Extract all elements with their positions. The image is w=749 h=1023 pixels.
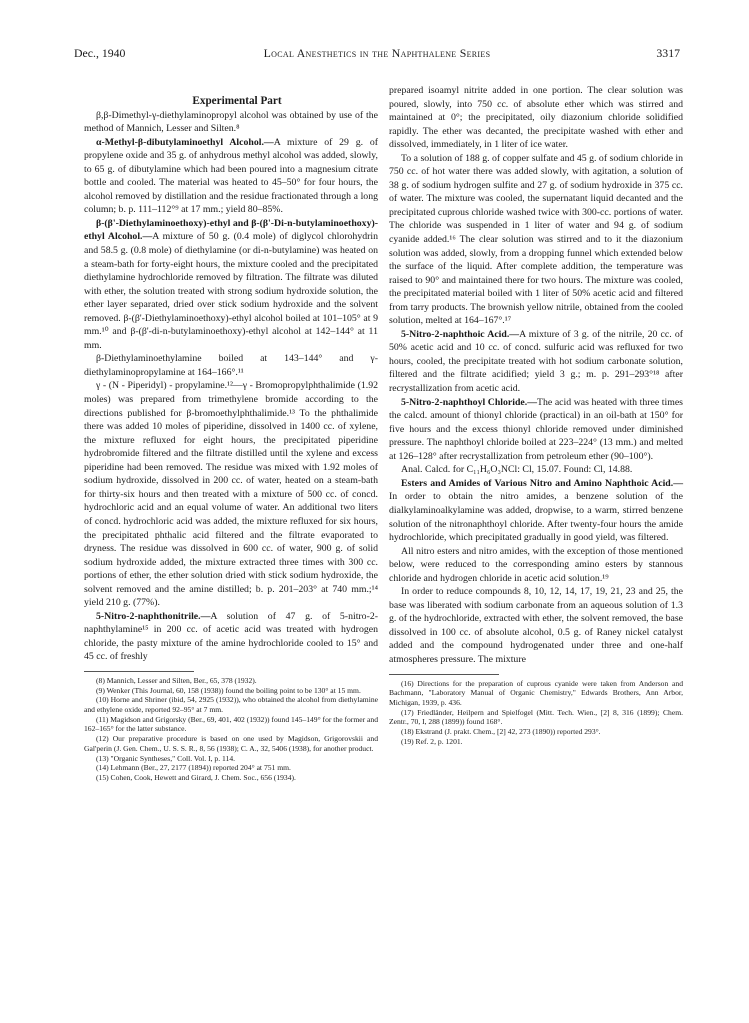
footnote-divider <box>84 671 194 672</box>
footnote: (16) Directions for the preparation of cuprous cyanide were taken from Anderson and Bachmann, "Laboratory Manual of Organic Chemistry," Edwards Brothers, Ann Arbor, Michigan, 1939, p. 436. <box>389 678 683 707</box>
footnote: (12) Our preparative procedure is based on one used by Magidson, Grigorovskii and Gal'perin (J. Gen. Chem., U. S. S. R., 8, 56 (1938); C. A., 32, 5406 (1938), for another product. <box>84 734 378 753</box>
paragraph: γ - (N - Piperidyl) - propylamine.¹²—γ - Bromopropylphthalimide (1.92 moles) was prepared from trimethylene bromide according to the directions published for β-bromoethylphthalimide.¹³ To the phthalimide there was added 10 moles of piperidine, dissolved in 1400 cc. of xylene, the mixture refluxed for eight hours, the precipitated piperidine hydrobromide filtered and the filtrate distilled until the xylene and excess piperidine had been removed. The residue was mixed with 1.92 moles of sodium hydroxide, dissolved in 200 cc. of water, heated on a steam-bath for thirty-six hours and then treated with a mixture of 500 cc. of concd. hydrochloric acid and an equal volume of water. An additional two liters of concd. hydrochloric acid was added, the mixture refluxed for six hours, the precipitated phthalic acid filtered and the filtrate evaporated to dryness. The residue was dissolved in 600 cc. of water, 900 g. of solid sodium hydroxide added, the mixture extracted three times with 300 cc. portions of ether, the ether solution dried with stick sodium hydroxide, the solvent removed and the amine distilled; b. p. 201–203° at 740 mm.;¹⁴ yield 210 g. (77%). <box>84 380 378 609</box>
run-in-heading: α-Methyl-β-dibutylaminoethyl Alcohol.— <box>96 136 274 148</box>
paragraph: β-(β'-Diethylaminoethoxy)-ethyl and β-(β'-Di-n-butylaminoethoxy)-ethyl Alcohol.—A mixture of 50 g. (0.4 mole) of diglycol chlorohydrin and 58.5 g. (0.8 mole) of diethylamine (or di-n-butylamine) was heated on a steam-bath for forty-eight hours, the mixture cooled and the precipitated diethylamine hydrochloride removed by filtration. The filtrate was diluted with ether, the solution treated with strong sodium hydroxide solution, the ether layer separated, dried over stick sodium hydroxide and the solvent removed. β-(β'-Diethylaminoethoxy)-ethyl alcohol boiled at 101–105° at 9 mm.¹⁰ and β-(β'-di-n-butylaminoethoxy)-ethyl alcohol at 142–144° at 11 mm. <box>84 217 378 351</box>
left-column <box>84 95 378 783</box>
paragraph: Esters and Amides of Various Nitro and Amino Naphthoic Acid.—In order to obtain the nitro amides, a benzene solution of the dialkylaminoalkylamine was added, dropwise, to a warm, stirred benzene solution of the nitronaphthoyl chloride. After twenty-four hours the amide hydrochloride, which precipitated gradually in good yield, was filtered. <box>389 477 683 544</box>
footnote: (8) Mannich, Lesser and Silten, Ber., 65, 378 (1932). <box>96 675 257 685</box>
run-in-heading: Esters and Amides of Various Nitro and Amino Naphthoic Acid.— <box>401 477 683 489</box>
run-in-heading: 5-Nitro-2-naphthoyl Chloride.— <box>401 396 538 408</box>
paragraph: All nitro esters and nitro amides, with the exception of those mentioned below, were reduced to the corresponding amino esters by stannous chloride and hydrogen chloride in acetic acid solution.¹⁹ <box>389 545 683 584</box>
footnote: (10) Horne and Shriner (ibid, 54, 2925 (1932)), who obtained the alcohol from diethylamine and ethylene oxide, reported 92–95° at 7 mm. <box>84 695 378 715</box>
footnote: (17) Friedländer, Heilpern and Spielfogel (Mitt. Tech. Wien., [2] 8, 316 (1899); Chem. Zentr., 70, I, 288 (1899)) found 168°. <box>389 707 683 727</box>
section-title: Experimental Part <box>192 95 282 107</box>
paragraph: 5-Nitro-2-naphthoic Acid.—A mixture of 3 g. of the nitrile, 20 cc. of 50% acetic acid and 10 cc. of concd. sulfuric acid was refluxed for two hours, cooled, the precipitate treated with hot sodium carbonate solution, filtered and the filtrate acidified; yield 3 g.; m. p. 291–293°¹⁸ after recrystallization from acetic acid. <box>389 328 684 395</box>
paragraph: β,β-Dimethyl-γ-diethylaminopropyl alcohol was obtained by use of the method of Mannich, Lesser and Silten.⁸ <box>84 109 378 135</box>
page-number: 3317 <box>656 46 680 60</box>
right-column <box>389 84 683 746</box>
footnote: (11) Magidson and Grigorsky (Ber., 69, 401, 402 (1932)) found 145–149° for the former and 162–165° for the latter substance. <box>84 714 378 734</box>
running-header <box>74 46 680 64</box>
paragraph: Anal. Calcd. for C₁₁H₆O₃NCl: Cl, 15.07. Found: Cl, 14.88. <box>401 464 633 476</box>
run-in-heading: 5-Nitro-2-naphthonitrile.— <box>96 610 211 622</box>
paragraph: β-Diethylaminoethylamine boiled at 143–144° and γ-diethylaminopropylamine at 164–166°.¹¹ <box>84 353 378 378</box>
paragraph: prepared isoamyl nitrite added in one portion. The clear solution was poured, slowly, into 750 cc. of absolute ether which was stirred and maintained at 0°; the precipitated, oily diazonium chloride solidified rapidly. The ether was decanted, the precipitate washed with ether and dissolved, immediately, in 1 liter of ice water. <box>389 85 683 151</box>
footnote: (18) Ekstrand (J. prakt. Chem., [2] 42, 273 (1890)) reported 293°. <box>401 727 601 737</box>
footnote-divider <box>389 674 499 675</box>
header-title: Local Anesthetics in the Naphthalene Series <box>263 46 491 60</box>
paragraph: In order to reduce compounds 8, 10, 12, 14, 17, 19, 21, 23 and 25, the base was liberated with sodium carbonate from an aqueous solution of 1.3 g. of the hydrochloride, extracted with ether, the solvent removed, the base dissolved in 100 cc. of absolute alcohol, 0.5 g. of Raney nickel catalyst added and the compound hydrogenated under three and one-half atmospheres pressure. The mixture <box>389 586 683 665</box>
paragraph: To a solution of 188 g. of copper sulfate and 45 g. of sodium chloride in 750 cc. of hot water there was added slowly, with agitation, a solution of 38 g. of sodium hydrogen sulfite and 27 g. of sodium hydroxide in 375 cc. of water. The mixture was cooled, the supernatant liquid decanted and the precipitated cuprous chloride washed twice with 300-cc. portions of water. The chloride was suspended in 1 liter of water and 94 g. of sodium cyanide added.¹⁶ The clear solution was stirred and to it the diazonium solution was added, slowly, from a dropping funnel which extended below the surface of the liquid. After complete addition, the temperature was raised to 90° and maintained there for two hours. The mixture was cooled, the precipitated material boiled with 1 liter of 50% acetic acid and filtered from tarry products. The brownish yellow nitrile, obtained from the cooled solution, melted at 164–167°.¹⁷ <box>389 152 684 327</box>
footnote: (15) Cohen, Cook, Hewett and Girard, J. Chem. Soc., 656 (1934). <box>96 773 296 782</box>
run-in-heading: 5-Nitro-2-naphthoic Acid.— <box>401 328 520 340</box>
paragraph: 5-Nitro-2-naphthoyl Chloride.—The acid was heated with three times the calcd. amount of thionyl chloride (practical) in an oil-bath at 150° for five hours and the excess thionyl chloride removed under diminished pressure. The naphthoyl chloride boiled at 223–224° (13 mm.) and melted at 126–128° after recrystallization from petroleum ether (90–100°). <box>389 396 683 462</box>
header-date: Dec., 1940 <box>74 46 126 60</box>
run-in-heading: β-(β'-Diethylaminoethoxy)-ethyl and β-(β'-Di-n-butylaminoethoxy)-ethyl Alcohol.— <box>84 217 378 243</box>
footnote: (13) "Organic Syntheses," Coll. Vol. I, p. 114. <box>96 753 236 763</box>
footnote: (19) Ref. 2, p. 1201. <box>401 736 463 746</box>
paragraph: 5-Nitro-2-naphthonitrile.—A solution of 47 g. of 5-nitro-2-naphthylamine¹⁵ in 200 cc. of acetic acid was treated with hydrogen chloride, the pasty mixture of the amine hydrochloride cooled to 15° and 45 cc. of freshly <box>84 610 378 663</box>
paragraph: α-Methyl-β-dibutylaminoethyl Alcohol.—A mixture of 29 g. of propylene oxide and 35 g. of anhydrous methyl alcohol was added, slowly, to 65 g. of dibutylamine which had been poured into a magnesium citrate bottle and cooled. The material was heated to 45–50° for four hours, the alcohol removed by distillation and the residue fractionated through a long column; b. p. 111–112°⁹ at 17 mm.; yield 80–85%. <box>84 136 378 216</box>
footnote: (14) Lehmann (Ber., 27, 2177 (1894)) reported 204° at 751 mm. <box>96 763 291 773</box>
footnote: (9) Wenker (This Journal, 60, 158 (1938)) found the boiling point to be 130° at 15 mm. <box>96 685 361 695</box>
